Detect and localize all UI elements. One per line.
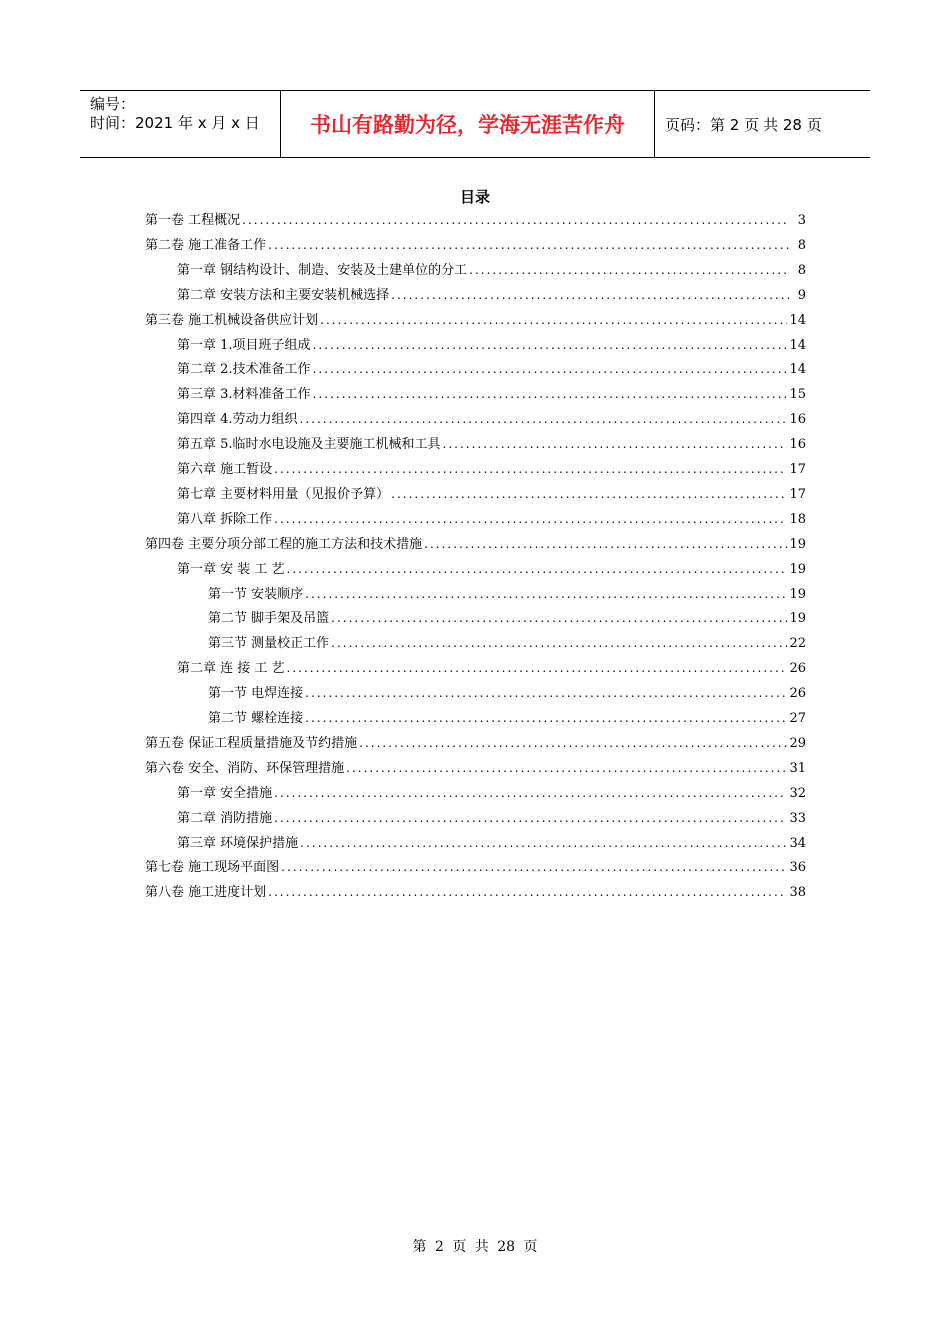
toc-entry[interactable]: [208, 706, 806, 731]
toc-entry-label: 第三卷 施工机械设备供应计划: [145, 312, 319, 328]
toc-entry-page: 15: [789, 387, 806, 403]
toc-entry[interactable]: [145, 208, 806, 233]
toc-entry-label: 第七卷 施工现场平面图: [145, 860, 280, 876]
toc-entry-page: 8: [797, 262, 806, 278]
toc-entry[interactable]: [177, 432, 806, 457]
toc-leader-dots: [320, 308, 787, 333]
toc-entry-label: 第一节 电焊连接: [208, 686, 304, 702]
toc-leader-dots: [300, 831, 787, 856]
toc-entry-label: 第二章 消防措施: [177, 810, 273, 826]
toc-entry[interactable]: [177, 557, 806, 582]
toc-entry-page: 14: [789, 337, 806, 353]
toc-entry-label: 第二章 安装方法和主要安装机械选择: [177, 287, 390, 303]
toc-entry-label: 第六卷 安全、消防、环保管理措施: [145, 760, 345, 776]
toc-entry[interactable]: [177, 831, 806, 856]
toc-leader-dots: [281, 855, 787, 880]
toc-entry[interactable]: [177, 382, 806, 407]
toc-entry-label: 第三章 环境保护措施: [177, 835, 299, 851]
toc-entry-page: 36: [789, 860, 806, 876]
toc-leader-dots: [287, 656, 788, 681]
header-page-info: [655, 91, 870, 157]
toc-leader-dots: [305, 706, 787, 731]
toc-entry-page: 19: [789, 586, 806, 602]
toc-entry-page: 33: [789, 810, 806, 826]
toc-leader-dots: [242, 208, 790, 233]
toc-entry-page: 27: [789, 711, 806, 726]
toc-entry-label: 第八章 拆除工作: [177, 511, 273, 527]
toc-entry[interactable]: [177, 258, 806, 283]
toc-leader-dots: [391, 482, 787, 507]
toc-entry[interactable]: [177, 333, 806, 358]
toc-entry-label: 第二卷 施工准备工作: [145, 237, 267, 253]
toc-leader-dots: [424, 532, 787, 557]
toc-leader-dots: [313, 357, 788, 382]
toc-entry-label: 第一章 1.项目班子组成: [177, 337, 311, 353]
toc-leader-dots: [305, 681, 787, 706]
toc-entry-page: 19: [789, 561, 806, 577]
page-header: [80, 90, 870, 158]
toc-leader-dots: [300, 407, 788, 432]
toc-leader-dots: [313, 333, 788, 358]
toc-leader-dots: [331, 631, 787, 656]
toc-entry-page: 14: [789, 312, 806, 328]
toc-entry-label: 第六章 施工暂设: [177, 462, 273, 477]
toc-leader-dots: [268, 880, 787, 905]
toc-entry[interactable]: [208, 606, 806, 631]
toc-entry-page: 14: [789, 362, 806, 378]
toc-entry-page: 9: [797, 287, 806, 303]
header-info: [80, 91, 281, 157]
toc-entry-page: 16: [789, 412, 806, 428]
toc-entry-page: 17: [789, 462, 806, 477]
toc-entry[interactable]: [177, 482, 806, 507]
toc-entry[interactable]: [208, 631, 806, 656]
toc-entry-label: 第一章 安 装 工 艺: [177, 561, 285, 577]
document-time-label: 时间：2021 年 x 月 x 日: [90, 114, 260, 132]
toc-entry[interactable]: [145, 880, 806, 905]
toc-leader-dots: [331, 606, 787, 631]
toc-entry-label: 第二章 连 接 工 艺: [177, 661, 285, 677]
header-motto: 书山有路勤为径，学海无涯苦作舟: [281, 91, 655, 157]
toc-entry-page: 26: [789, 686, 806, 702]
toc-entry-label: 第八卷 施工进度计划: [145, 885, 267, 901]
toc-entry-page: 17: [789, 486, 806, 502]
toc-entry[interactable]: [208, 582, 806, 607]
toc-entry-label: 第一节 安装顺序: [208, 586, 304, 602]
toc-entry-page: 29: [789, 735, 806, 751]
toc-entry-page: 3: [797, 213, 806, 228]
toc-leader-dots: [346, 756, 787, 781]
toc-entry[interactable]: [208, 681, 806, 706]
toc-entry-label: 第一章 安全措施: [177, 785, 273, 801]
toc-entry[interactable]: [177, 283, 806, 308]
toc-entry-label: 第五卷 保证工程质量措施及节约措施: [145, 735, 358, 751]
toc-entry[interactable]: [177, 407, 806, 432]
toc-entry-label: 第五章 5.临时水电设施及主要施工机械和工具: [177, 437, 441, 453]
toc-leader-dots: [274, 781, 787, 806]
toc-leader-dots: [443, 432, 788, 457]
toc-leader-dots: [469, 258, 790, 283]
toc-entry-page: 22: [789, 636, 806, 652]
toc-entry-label: 第四卷 主要分项分部工程的施工方法和技术措施: [145, 536, 423, 552]
header-page-label: 页码：第 2 页: [665, 115, 760, 134]
toc-entry-label: 第七章 主要材料用量（见报价予算）: [177, 486, 390, 502]
toc-entry-label: 第三章 3.材料准备工作: [177, 387, 311, 403]
toc-entry[interactable]: [177, 507, 806, 532]
toc-entry-page: 34: [789, 835, 806, 851]
toc-entry-label: 第三节 测量校正工作: [208, 636, 330, 652]
toc-leader-dots: [359, 731, 787, 756]
header-total-label: 共 28 页: [763, 115, 822, 134]
toc-entry-label: 第四章 4.劳动力组织: [177, 412, 298, 428]
toc-entry-page: 32: [789, 785, 806, 801]
toc-entry-page: 19: [789, 536, 806, 552]
toc-entry-page: 26: [789, 661, 806, 677]
toc-entry-label: 第二章 2.技术准备工作: [177, 362, 311, 378]
toc-entry-page: 38: [789, 885, 806, 901]
toc-leader-dots: [391, 283, 790, 308]
toc-entry[interactable]: [177, 457, 806, 482]
toc-title: 目录: [459, 188, 490, 206]
toc-entry-page: 18: [789, 511, 806, 527]
toc-leader-dots: [313, 382, 788, 407]
toc-leader-dots: [268, 233, 790, 258]
toc-entry[interactable]: [145, 855, 806, 880]
toc-entry-label: 第一卷 工程概况: [145, 213, 241, 228]
toc-entry-page: 19: [789, 611, 806, 627]
toc-entry[interactable]: [145, 532, 806, 557]
toc-entry-label: 第一章 钢结构设计、制造、安装及土建单位的分工: [177, 262, 468, 278]
toc-leader-dots: [287, 557, 788, 582]
toc-entry[interactable]: [145, 731, 806, 756]
toc-entry[interactable]: [177, 656, 806, 681]
toc-leader-dots: [274, 457, 787, 482]
toc-leader-dots: [305, 582, 787, 607]
toc-entry[interactable]: [145, 756, 806, 781]
toc-entry-page: 16: [789, 437, 806, 453]
page-footer: 第 2 页 共 28 页: [412, 1239, 538, 1255]
toc-entry-label: 第二节 螺栓连接: [208, 711, 304, 726]
toc-entry-page: 8: [797, 237, 806, 253]
toc-entry[interactable]: [177, 806, 806, 831]
toc-entry[interactable]: [177, 357, 806, 382]
toc-entry[interactable]: [145, 308, 806, 333]
toc-leader-dots: [274, 507, 787, 532]
document-number-label: 编号：: [90, 95, 136, 113]
toc-entry[interactable]: [145, 233, 806, 258]
toc-entry[interactable]: [177, 781, 806, 806]
toc-entry-label: 第二节 脚手架及吊篮: [208, 611, 330, 627]
toc-leader-dots: [274, 806, 787, 831]
toc-entry-page: 31: [789, 760, 806, 776]
